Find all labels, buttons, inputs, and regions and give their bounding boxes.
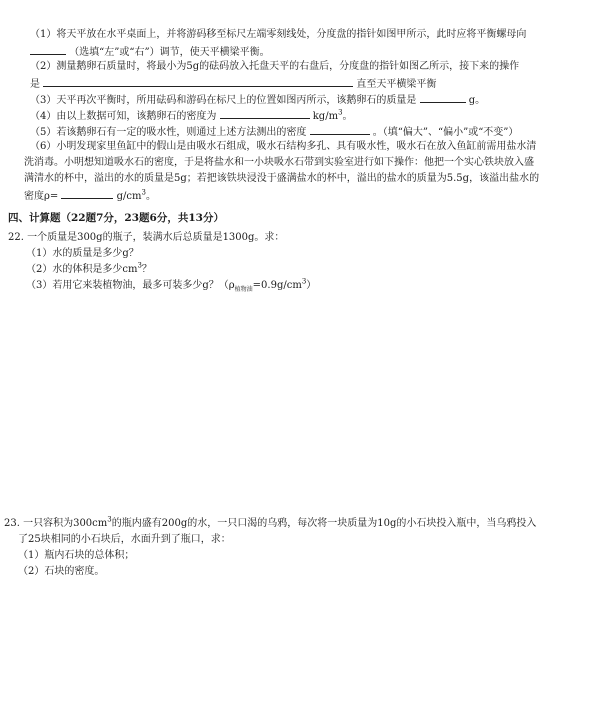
- q23-line-2: 了25块相同的小石块后，水面升到了瓶口，求：: [18, 534, 231, 545]
- q6-line-3: 满清水的杯中，溢出的水的质量是5g；若把该铁块浸没于盛满盐水的杯中，溢出的盐水的质量为5.5g，该溢出盐水的: [24, 173, 540, 184]
- q23-part-2: （2）石块的密度。: [18, 566, 105, 577]
- q23-line-1: 23. 一只容积为$300cm^3$的瓶内盛有200g的水，一只口渴的乌鸦，每次将一块质量为10g的小石块投入瓶中，当乌鸦投入: [4, 515, 537, 529]
- q6-line-2: 洗消毒。小明想知道吸水石的密度，于是将盐水和一小块吸水石带到实验室进行如下操作：他把一个实心铁块放入盛: [24, 157, 534, 168]
- q1-answer-blank[interactable]: [30, 44, 66, 55]
- q2-line-b: 是 直至天平横梁平衡: [30, 76, 436, 91]
- q22-answer-space[interactable]: [0, 300, 603, 505]
- q3-line: （3）天平再次平衡时，所用砝码和游码在标尺上的位置如图丙所示，该鹅卵石的质量是 g。: [30, 92, 485, 107]
- q23-answer-space[interactable]: [0, 585, 603, 700]
- q6-answer-blank[interactable]: [61, 188, 113, 199]
- q22-part-1: （1）水的质量是多少g？: [26, 248, 139, 259]
- q6-line-1: （6）小明发现家里鱼缸中的假山是由吸水石组成，吸水石结构多孔、具有吸水性，吸水石在放入鱼缸前需用盐水清: [30, 141, 537, 152]
- q5-answer-blank[interactable]: [310, 124, 370, 135]
- q22-part-3: （3）若用它来装植物油，最多可装多少g？$(\rho_{植物油}=0.9g/cm^3)$: [26, 277, 317, 293]
- q1-line-b: （选填“左”或“右”）调节，使天平横梁平衡。: [30, 44, 270, 59]
- q5-line: （5）若该鹅卵石有一定的吸水性，则通过上述方法测出的密度 。（填“偏大”、“偏小”或“不变”）: [30, 124, 518, 139]
- q6-line-4: 密度$\rho= g/cm^3$。: [24, 188, 156, 202]
- q4-answer-blank[interactable]: [220, 108, 310, 119]
- q23-part-1: （1）瓶内石块的总体积；: [18, 550, 135, 561]
- q22-intro: 22. 一个质量是300g的瓶子，装满水后总质量是1300g。求：: [8, 232, 285, 243]
- q22-part-2: （2）水的体积是多少$cm^3$？: [26, 261, 152, 275]
- q2-answer-blank[interactable]: [43, 76, 353, 87]
- q3-answer-blank[interactable]: [420, 92, 466, 103]
- q4-line: （4）由以上数据可知，该鹅卵石的密度为 $kg/m^3$。: [30, 108, 353, 122]
- q2-line-a: （2）测量鹅卵石质量时，将最小为5g的砝码放入托盘天平的右盘后，分度盘的指针如图乙所示，接下来的操作: [30, 61, 520, 72]
- section-heading-calculation: 四、计算题（22题7分，23题6分，共13分）: [8, 212, 224, 224]
- q1-line-a: （1）将天平放在水平桌面上，并将游码移至标尺左端零刻线处，分度盘的指针如图甲所示，此时应将平衡螺母向: [30, 29, 527, 40]
